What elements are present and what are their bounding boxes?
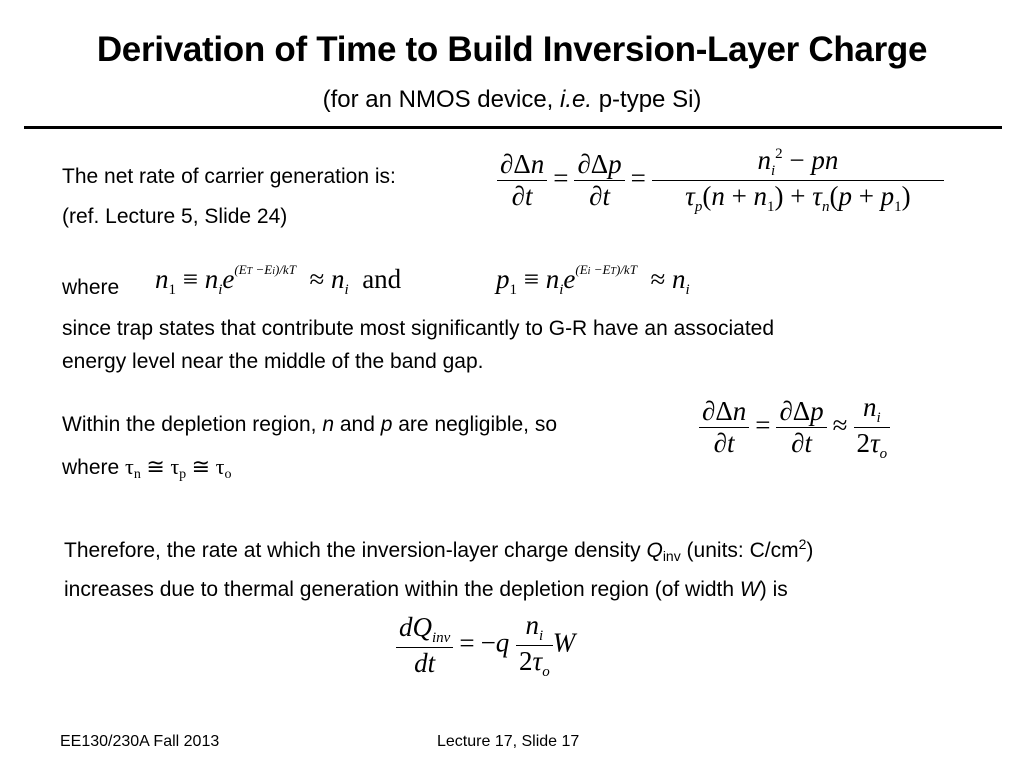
- slide-subtitle: [0, 86, 1024, 114]
- reference-text: (ref. Lecture 5, Slide 24): [62, 205, 288, 228]
- where-label: where: [62, 276, 120, 299]
- depletion-p: p: [380, 413, 393, 436]
- p1-definition: $p_1 \equiv n_ie^{(Ei -ET)/kT} \approx n_i$: [496, 262, 690, 298]
- depletion-text-c: are negligible, so: [392, 413, 558, 436]
- subtitle-suffix: p-type Si): [592, 86, 702, 113]
- subtitle-prefix: (for an NMOS device,: [322, 86, 561, 113]
- and-word: and: [362, 264, 402, 294]
- charge-rate-equation: $\frac{dQ_{inv}}{dt}$ = −q $\frac{n_i}{2\tau_o}$ W: [396, 610, 575, 681]
- therefore-text: [64, 528, 813, 606]
- footer-course: EE130/230A Fall 2013: [60, 733, 220, 750]
- tau-n: τn ≅ τp ≅ τo: [125, 454, 232, 482]
- depletion-text: [62, 408, 557, 442]
- net-rate-equation: $\frac{\partial\Delta n}{\partial t}$ = $\frac{\partial\Delta p}{\partial t}$ = $\frac{n_i^2 - pn}{\tau_p(n + n_1) + \tau_n(p + p_1)}$: [497, 145, 944, 216]
- depletion-text-b: and: [334, 413, 381, 436]
- where2-label: where: [62, 456, 120, 479]
- depletion-equation: $\frac{\partial\Delta n}{\partial t}$ = $\frac{\partial\Delta p}{\partial t}$ ≈ $\frac{n_i}{2\tau_o}$: [699, 392, 890, 463]
- depletion-n: n: [322, 413, 335, 436]
- therefore-line1: Therefore, the rate at which the inversion-layer charge density Qinv (units: $C/cm^2$): [64, 536, 814, 564]
- trap-states-line2: energy level near the middle of the band gap.: [62, 350, 484, 373]
- depletion-text-a: Within the depletion region,: [62, 413, 323, 436]
- title-divider: [24, 126, 1002, 129]
- footer-slide-number: Lecture 17, Slide 17: [437, 733, 580, 750]
- therefore-line2: increases due to thermal generation within the depletion region (of width W) is: [64, 578, 788, 601]
- net-rate-text: The net rate of carrier generation is:: [62, 165, 396, 188]
- n1-definition: $n_1 \equiv n_ie^{(ET -Ei)/kT} \approx n_i$ and: [155, 262, 402, 298]
- subtitle-ie: i.e.: [560, 86, 593, 113]
- trap-states-line1: since trap states that contribute most significantly to G-R have an associated: [62, 317, 775, 340]
- trap-states-text: [62, 312, 774, 378]
- tau-equivalence: [62, 450, 231, 492]
- slide-title: Derivation of Time to Build Inversion-Layer Charge: [96, 30, 928, 69]
